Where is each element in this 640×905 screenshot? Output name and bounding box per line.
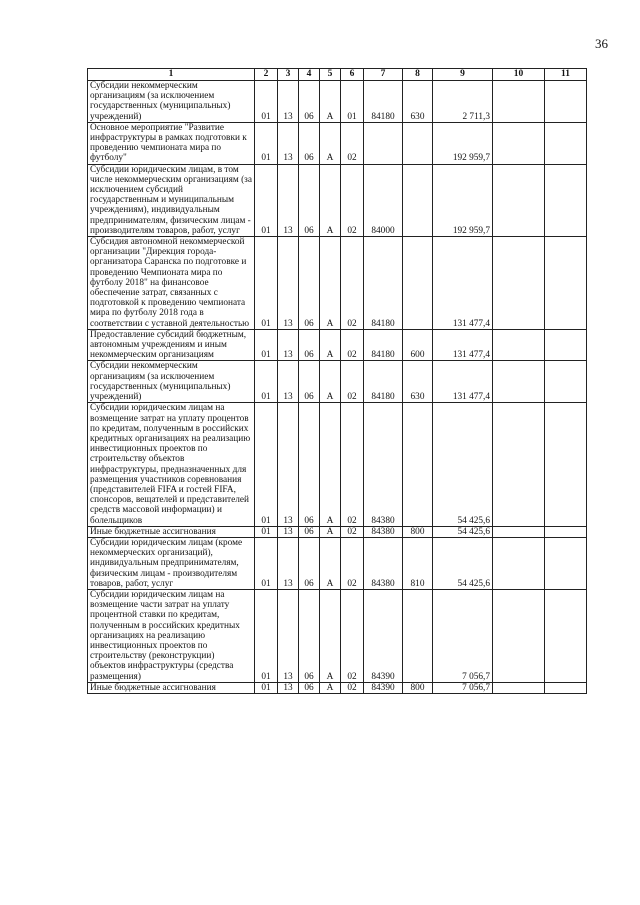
row-cell-col10: [493, 329, 545, 361]
row-code-col7: 84180: [364, 237, 403, 330]
row-code-col5: А: [320, 537, 341, 589]
row-code-col3: 13: [278, 403, 299, 526]
row-code-col3: 13: [278, 537, 299, 589]
row-code-col8: 630: [403, 81, 433, 123]
table-row: [88, 403, 587, 526]
row-cell-col10: [493, 682, 545, 693]
row-cell-col10: [493, 164, 545, 236]
row-code-col8: 810: [403, 537, 433, 589]
row-amount: 54 425,6: [433, 537, 493, 589]
row-code-col2: 01: [255, 682, 278, 693]
row-code-col3: 13: [278, 122, 299, 164]
table-row: [88, 361, 587, 403]
row-code-col2: 01: [255, 329, 278, 361]
row-code-col2: 01: [255, 526, 278, 537]
row-code-col3: 13: [278, 81, 299, 123]
row-code-col4: 06: [299, 589, 320, 682]
row-description: Субсидии некоммерческим организациям (за исключением государственных (муниципальных) учреждений): [88, 81, 255, 123]
row-code-col7: [364, 122, 403, 164]
column-header: 7: [364, 69, 403, 81]
row-cell-col10: [493, 81, 545, 123]
row-code-col8: 800: [403, 682, 433, 693]
row-cell-col11: [545, 122, 587, 164]
row-code-col4: 06: [299, 403, 320, 526]
row-code-col5: А: [320, 403, 341, 526]
row-code-col4: 06: [299, 81, 320, 123]
row-code-col6: 02: [341, 537, 364, 589]
row-code-col7: 84180: [364, 81, 403, 123]
table-header-row: [88, 69, 587, 81]
row-code-col5: А: [320, 361, 341, 403]
row-cell-col11: [545, 361, 587, 403]
row-description: Субсидия автономной некоммерческой организации "Дирекция города-организатора Саранска по подготовке и проведению Чемпионата мира по футболу 2018" на финансовое обеспечение затрат, связанных с подготовкой к проведению чемпионата мира по футболу 2018 года в соответствии с уставной деятельностью: [88, 237, 255, 330]
row-amount: 192 959,7: [433, 164, 493, 236]
row-code-col3: 13: [278, 329, 299, 361]
row-code-col8: [403, 164, 433, 236]
row-description: Субсидии юридическим лицам на возмещение части затрат на уплату процентной ставки по кредитам, полученным в российских кредитных организациях на реализацию инвестиционных проектов по строительству (реконструкции) объектов инфраструктуры (средства размещения): [88, 589, 255, 682]
row-description: Субсидии некоммерческим организациям (за исключением государственных (муниципальных) учреждений): [88, 361, 255, 403]
row-code-col7: 84180: [364, 361, 403, 403]
table-row: [88, 329, 587, 361]
row-amount: 192 959,7: [433, 122, 493, 164]
row-code-col6: 01: [341, 81, 364, 123]
row-description: Субсидии юридическим лицам (кроме некоммерческих организаций), индивидуальным предпринимателям, физическим лицам - производителям товаров, работ, услуг: [88, 537, 255, 589]
row-code-col4: 06: [299, 329, 320, 361]
row-code-col5: А: [320, 682, 341, 693]
column-header: 6: [341, 69, 364, 81]
row-code-col2: 01: [255, 361, 278, 403]
row-cell-col11: [545, 589, 587, 682]
row-code-col5: А: [320, 329, 341, 361]
table-row: [88, 526, 587, 537]
row-code-col2: 01: [255, 403, 278, 526]
column-header: 3: [278, 69, 299, 81]
row-description: Основное мероприятие "Развитие инфраструктуры в рамках подготовки к проведению чемпионата мира по футболу": [88, 122, 255, 164]
table-row: [88, 164, 587, 236]
column-header: 5: [320, 69, 341, 81]
row-description: Предоставление субсидий бюджетным, автономным учреждениям и иным некоммерческим организациям: [88, 329, 255, 361]
row-code-col4: 06: [299, 537, 320, 589]
row-amount: 131 477,4: [433, 361, 493, 403]
row-code-col6: 02: [341, 682, 364, 693]
row-cell-col10: [493, 237, 545, 330]
row-code-col5: А: [320, 164, 341, 236]
row-code-col7: 84000: [364, 164, 403, 236]
row-code-col4: 06: [299, 237, 320, 330]
row-code-col6: 02: [341, 164, 364, 236]
row-cell-col11: [545, 682, 587, 693]
row-code-col8: [403, 122, 433, 164]
row-code-col4: 06: [299, 526, 320, 537]
table-row: [88, 537, 587, 589]
row-amount: 54 425,6: [433, 526, 493, 537]
row-description: Иные бюджетные ассигнования: [88, 526, 255, 537]
row-code-col2: 01: [255, 589, 278, 682]
row-code-col8: [403, 237, 433, 330]
row-code-col6: 02: [341, 122, 364, 164]
row-amount: 2 711,3: [433, 81, 493, 123]
column-header: 10: [493, 69, 545, 81]
row-code-col4: 06: [299, 164, 320, 236]
row-code-col4: 06: [299, 122, 320, 164]
row-code-col6: 02: [341, 589, 364, 682]
row-code-col7: 84380: [364, 403, 403, 526]
row-code-col6: 02: [341, 361, 364, 403]
row-code-col7: 84180: [364, 329, 403, 361]
column-header: 1: [88, 69, 255, 81]
table-row: [88, 589, 587, 682]
row-cell-col10: [493, 122, 545, 164]
table-row: [88, 122, 587, 164]
row-code-col8: 800: [403, 526, 433, 537]
row-code-col4: 06: [299, 361, 320, 403]
row-code-col5: А: [320, 526, 341, 537]
row-code-col5: А: [320, 122, 341, 164]
row-cell-col10: [493, 403, 545, 526]
row-code-col7: 84380: [364, 526, 403, 537]
row-description: Иные бюджетные ассигнования: [88, 682, 255, 693]
row-cell-col11: [545, 81, 587, 123]
row-code-col4: 06: [299, 682, 320, 693]
row-code-col6: 02: [341, 526, 364, 537]
page-number: 36: [595, 36, 608, 51]
table-body: [88, 81, 587, 694]
budget-table: [87, 68, 587, 694]
column-header: 8: [403, 69, 433, 81]
row-code-col2: 01: [255, 164, 278, 236]
row-code-col6: 02: [341, 403, 364, 526]
row-cell-col11: [545, 329, 587, 361]
table-row: [88, 81, 587, 123]
row-code-col2: 01: [255, 237, 278, 330]
row-cell-col11: [545, 526, 587, 537]
column-header: 4: [299, 69, 320, 81]
row-code-col3: 13: [278, 361, 299, 403]
row-amount: 7 056,7: [433, 589, 493, 682]
row-code-col5: А: [320, 589, 341, 682]
row-amount: 7 056,7: [433, 682, 493, 693]
row-code-col8: [403, 589, 433, 682]
row-code-col3: 13: [278, 682, 299, 693]
row-code-col6: 02: [341, 237, 364, 330]
row-code-col3: 13: [278, 589, 299, 682]
column-header: 9: [433, 69, 493, 81]
row-code-col2: 01: [255, 122, 278, 164]
table-row: [88, 682, 587, 693]
row-cell-col11: [545, 403, 587, 526]
row-code-col8: [403, 403, 433, 526]
row-cell-col11: [545, 164, 587, 236]
row-description: Субсидии юридическим лицам на возмещение затрат на уплату процентов по кредитам, полученным в российских кредитных организациях на реализацию инвестиционных проектов по строительству объектов инфраструктуры, предназначенных для размещения участников соревнования (представителей FIFA и гостей FIFA, спонсоров, вещателей и представителей средств массовой информации) и болельщиков: [88, 403, 255, 526]
row-code-col8: 630: [403, 361, 433, 403]
row-code-col7: 84380: [364, 537, 403, 589]
row-cell-col10: [493, 537, 545, 589]
row-code-col8: 600: [403, 329, 433, 361]
row-code-col3: 13: [278, 164, 299, 236]
row-amount: 131 477,4: [433, 329, 493, 361]
row-code-col5: А: [320, 81, 341, 123]
row-description: Субсидии юридическим лицам, в том числе некоммерческим организациям (за исключением субсидий государственным и муниципальным учреждениям), индивидуальным предпринимателям, физическим лицам - производителям товаров, работ, услуг: [88, 164, 255, 236]
row-code-col7: 84390: [364, 682, 403, 693]
row-cell-col10: [493, 361, 545, 403]
row-cell-col11: [545, 537, 587, 589]
row-amount: 54 425,6: [433, 403, 493, 526]
column-header: 11: [545, 69, 587, 81]
row-code-col2: 01: [255, 537, 278, 589]
row-cell-col10: [493, 589, 545, 682]
row-code-col6: 02: [341, 329, 364, 361]
row-amount: 131 477,4: [433, 237, 493, 330]
row-code-col3: 13: [278, 237, 299, 330]
row-code-col5: А: [320, 237, 341, 330]
row-cell-col10: [493, 526, 545, 537]
row-code-col2: 01: [255, 81, 278, 123]
row-code-col7: 84390: [364, 589, 403, 682]
column-header: 2: [255, 69, 278, 81]
row-cell-col11: [545, 237, 587, 330]
row-code-col3: 13: [278, 526, 299, 537]
table-row: [88, 237, 587, 330]
